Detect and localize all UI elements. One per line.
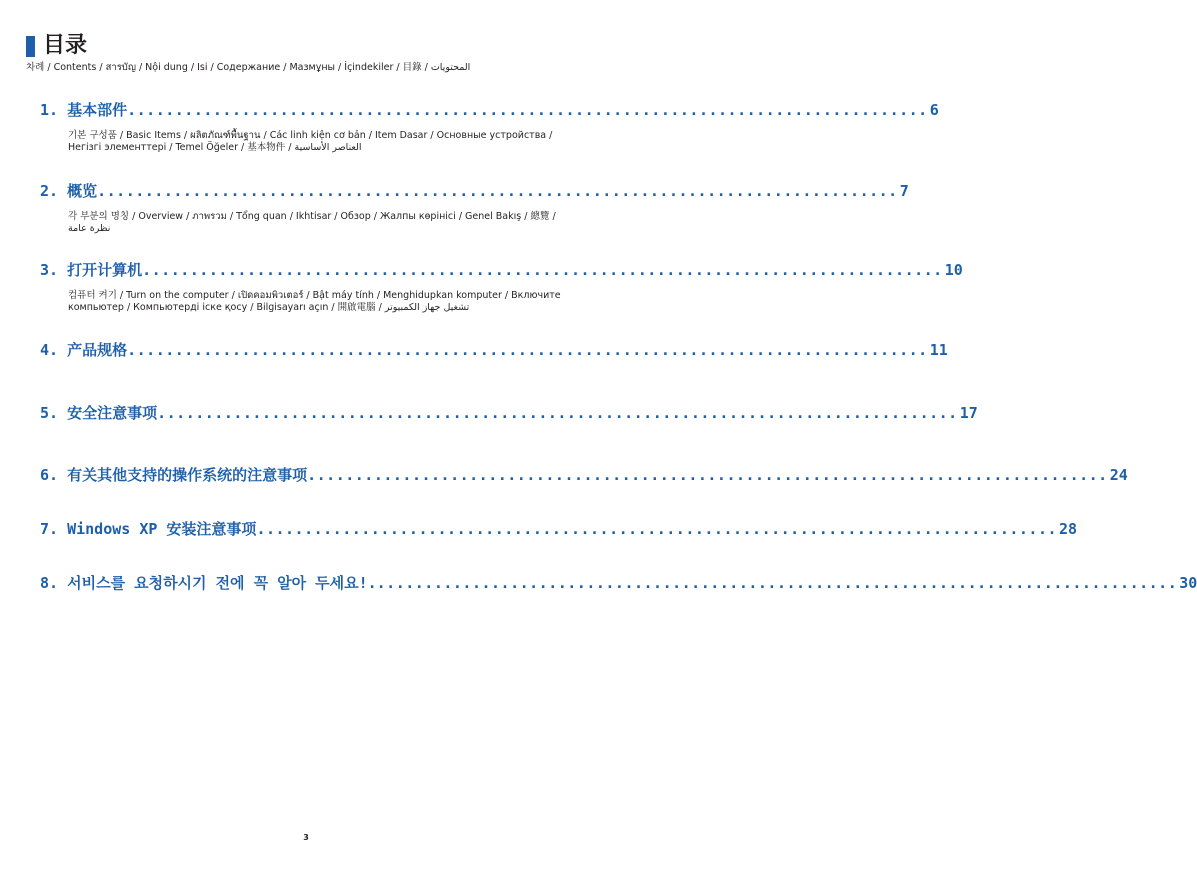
toc-entry-number: 2. xyxy=(40,182,59,200)
toc-entry-title[interactable]: 서비스를 요청하시기 전에 꼭 알아 두세요!. xyxy=(67,574,377,592)
dot-leader: .................................................................................... xyxy=(157,404,958,422)
toc-entry-page[interactable]: 17 xyxy=(959,404,978,422)
toc-entry-heading[interactable] xyxy=(40,519,1078,539)
toc-entry-number: 6. xyxy=(40,466,59,484)
toc-entry-translations: 기본 구성품 / Basic Items / ผลิตภัณฑ์พื้นฐาน / Các linh kiện cơ bản / Item Dasar / Основные устройства / Негізгі элементтері / Temel Öğeler / 基本物件 / العناصر الأساسية xyxy=(68,130,553,153)
toc-entry-title[interactable]: 打开计算机 xyxy=(67,261,143,279)
toc-entry-7[interactable] xyxy=(40,519,1078,539)
dot-leader: .................................................................................... xyxy=(376,574,1178,592)
toc-entry-heading[interactable] xyxy=(40,573,1197,593)
toc-entry-title[interactable]: 概览 xyxy=(67,182,98,200)
dot-leader: .................................................................................... xyxy=(97,182,898,200)
title-accent-bar xyxy=(26,36,35,57)
toc-entry-3[interactable] xyxy=(40,260,963,314)
dot-leader: .................................................................................... xyxy=(307,466,1108,484)
toc-entry-heading[interactable] xyxy=(40,181,909,201)
toc-entry-2[interactable] xyxy=(40,181,909,235)
toc-entry-number: 5. xyxy=(40,404,59,422)
dot-leader: .................................................................................... xyxy=(142,261,943,279)
toc-entry-translations: 각 부분의 명칭 / Overview / ภาพรวม / Tổng quan / Ikhtisar / Обзор / Жалпы көрінісі / Genel Bakış / 總覽 / نظرة عامة xyxy=(68,211,556,234)
toc-entry-title[interactable]: 安全注意事项 xyxy=(67,404,158,422)
toc-entry-page[interactable]: 7 xyxy=(899,182,909,200)
toc-entry-page[interactable]: 24 xyxy=(1109,466,1128,484)
toc-entry-number: 1. xyxy=(40,101,59,119)
toc-entry-page[interactable]: 11 xyxy=(929,341,948,359)
toc-entry-title[interactable]: 基本部件 xyxy=(67,101,128,119)
dot-leader: .................................................................................... xyxy=(127,341,928,359)
toc-entry-5[interactable] xyxy=(40,403,978,423)
toc-entry-page[interactable]: 28 xyxy=(1059,520,1078,538)
dot-leader: .................................................................................... xyxy=(256,520,1058,538)
toc-entry-number: 3. xyxy=(40,261,59,279)
toc-entry-number: 7. xyxy=(40,520,59,538)
toc-entry-heading[interactable] xyxy=(40,403,978,423)
toc-entry-page[interactable]: 30 xyxy=(1179,574,1197,592)
page-number: 3 xyxy=(303,833,309,842)
toc-entry-title[interactable]: 有关其他支持的操作系统的注意事项 xyxy=(67,466,308,484)
dot-leader: .................................................................................... xyxy=(127,101,928,119)
toc-entry-title[interactable]: Windows XP 安装注意事项 xyxy=(67,520,257,538)
toc-entry-6[interactable] xyxy=(40,465,1128,485)
toc-entry-heading[interactable] xyxy=(40,100,939,120)
toc-entry-1[interactable] xyxy=(40,100,939,154)
toc-entry-heading[interactable] xyxy=(40,465,1128,485)
page-subtitle-translations: 차례 / Contents / สารบัญ / Nội dung / Isi / Содержание / Мазмұны / İçindekiler / 目錄 / المحتويات xyxy=(26,62,471,73)
toc-entry-page[interactable]: 10 xyxy=(944,261,963,279)
toc-entry-translations: 컴퓨터 켜기 / Turn on the computer / เปิดคอมพิวเตอร์ / Bật máy tính / Menghidupkan komputer / Включите компьютер / Компьютерді іске қосу / Bilgisayarı açın / 開啟電腦 / تشغيل جهاز الكمبيوتر xyxy=(68,290,561,313)
toc-entry-heading[interactable] xyxy=(40,340,948,360)
toc-entry-number: 8. xyxy=(40,574,59,592)
toc-entry-number: 4. xyxy=(40,341,59,359)
toc-entry-heading[interactable] xyxy=(40,260,963,280)
page-title: 目录 xyxy=(43,33,88,58)
toc-entry-page[interactable]: 6 xyxy=(929,101,939,119)
toc-entry-8[interactable] xyxy=(40,573,1197,593)
toc-entry-4[interactable] xyxy=(40,340,948,360)
toc-entry-title[interactable]: 产品规格 xyxy=(67,341,128,359)
